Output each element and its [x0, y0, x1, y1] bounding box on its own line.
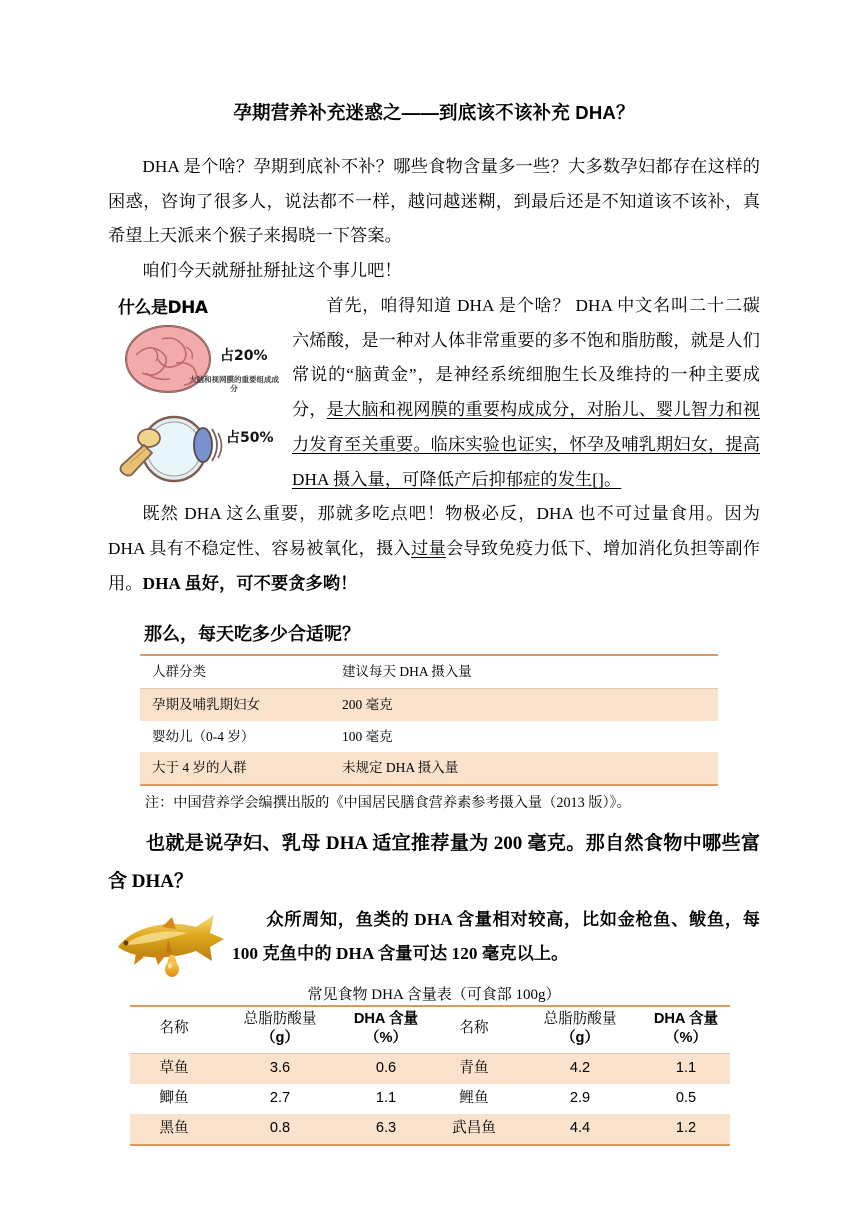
infographic-middle-caption: 大脑和视网膜的重要组成成分: [189, 374, 279, 394]
paragraph-intro: DHA 是个啥？孕期到底补不补？哪些食物含量多一些？大多数孕妇都存在这样的困惑，咨询了很多人，说法都不一样，越问越迷糊，到最后还是不知道该不该补，真希望上天派来个猴子来揭晓一下答案。: [108, 156, 760, 246]
what-is-dha-underlined: 是大脑和视网膜的重要构成成分，对胎儿、婴儿智力和视力发育至关重要。临床实验也证实，怀孕及哺乳期妇女，提高 DHA 摄入量，可降低产后抑郁症的发生[]。: [292, 400, 760, 489]
table-row: [140, 689, 718, 721]
cell-food-name: 青鱼: [430, 1053, 518, 1083]
cell-amount: 未规定 DHA 摄入量: [330, 752, 718, 785]
dha-infographic: [116, 293, 284, 478]
table-row: [130, 1053, 730, 1083]
cell-total-fat: 4.2: [518, 1053, 642, 1083]
document-content: [108, 100, 760, 1146]
table-row: [130, 1114, 730, 1145]
header-line-2: （%）: [364, 1030, 408, 1047]
cell-amount: 100 毫克: [342, 728, 393, 744]
column-header-fat-1: [218, 1006, 342, 1054]
table-dha-intake: [140, 654, 718, 786]
fish-text: 众所周知，鱼类的 DHA 含量相对较高，比如金枪鱼、鲅鱼，每 100 克鱼中的 DHA 含量可达 120 毫克以上。: [232, 909, 760, 964]
cell-total-fat: 0.8: [218, 1114, 342, 1145]
cell-dha-pct: 1.1: [375, 1089, 397, 1106]
heading-recommendation: 也就是说孕妇、乳母 DHA 适宜推荐量为 200 毫克。那自然食物中哪些富含 DHA？: [108, 832, 760, 892]
brain-percent-label: 占20%: [220, 347, 268, 364]
table-header-row: [140, 655, 718, 689]
overdose-bold-warning: DHA 虽好，可不要贪多哟！: [142, 573, 358, 593]
cell-amount: 200 毫克: [330, 689, 718, 721]
cell-food-name: 鲤鱼: [459, 1089, 489, 1106]
header-line-2: （%）: [664, 1030, 708, 1047]
table-row: [130, 1084, 730, 1114]
eye-percent-label: 占50%: [226, 429, 274, 446]
header-line-1: DHA 含量: [653, 1010, 719, 1027]
paragraph-overdose: [108, 497, 760, 601]
cell-dha-pct: 0.5: [675, 1089, 697, 1106]
what-is-dha-plain: 首先，咱得知道 DHA 是个啥？ DHA 中文名叫二十二碳六烯酸，是一种对人体非常重要的多不饱和脂肪酸，就是人们常说的“脑黄金”，是神经系统细胞生长及维持的一种主要成分，: [292, 295, 760, 420]
table-row: [140, 721, 718, 753]
cell-total-fat: 2.7: [269, 1089, 291, 1106]
overdose-underlined: 过量: [411, 539, 446, 559]
page-title: 孕期营养补充迷惑之——到底该不该补充 DHA？: [233, 102, 635, 123]
header-line-1: 总脂肪酸量: [243, 1010, 317, 1027]
header-line-2: （g）: [260, 1030, 300, 1047]
column-header-dha-2: [642, 1006, 730, 1054]
column-header-name-2: [430, 1006, 518, 1054]
overdose-part-2: 会导致免疫力低下、增加消化负担等副作用。: [108, 539, 760, 593]
header-line-2: （g）: [560, 1030, 600, 1047]
cell-group: 婴幼儿（0-4 岁）: [152, 728, 255, 744]
table-row: [140, 752, 718, 785]
column-header-name-1: [130, 1006, 218, 1054]
cell-food-name: 武昌鱼: [430, 1114, 518, 1145]
section-what-is-dha: [108, 289, 760, 498]
header-line-1: 名称: [159, 1020, 189, 1037]
heading-how-much: 那么，每天吃多少合适呢？: [144, 623, 360, 644]
header-line-1: DHA 含量: [353, 1010, 419, 1027]
header-line-1: 名称: [459, 1020, 489, 1037]
infographic-heading: 什么是DHA: [118, 297, 208, 318]
brain-eye-illustration: [116, 315, 284, 485]
cell-food-name: 黑鱼: [130, 1114, 218, 1145]
table-food-dha: [130, 1005, 730, 1146]
column-header-fat-2: [518, 1006, 642, 1054]
fish-icon: [110, 909, 228, 981]
column-header-group: 人群分类: [140, 655, 330, 689]
cell-dha-pct: 6.3: [342, 1114, 430, 1145]
cell-group: 大于 4 岁的人群: [140, 752, 330, 785]
cell-group: 孕期及哺乳期妇女: [140, 689, 330, 721]
table-intake-note: 注：中国营养学会编撰出版的《中国居民膳食营养素参考摄入量（2013 版）》。: [144, 794, 631, 811]
cell-food-name: 草鱼: [130, 1053, 218, 1083]
overdose-part-1: 既然 DHA 这么重要，那就多吃点吧！物极必反，DHA 也不可过量食用。因为 DHA 具有不稳定性、容易被氧化，摄入: [108, 504, 760, 559]
section-fish: [108, 903, 760, 981]
cell-total-fat: 2.9: [569, 1089, 591, 1106]
cell-dha-pct: 1.2: [642, 1114, 730, 1145]
table-food-caption: 常见食物 DHA 含量表（可食部 100g）: [307, 986, 561, 1003]
column-header-dha-1: [342, 1006, 430, 1054]
table-header-row: [130, 1006, 730, 1054]
cell-dha-pct: 1.1: [642, 1053, 730, 1083]
cell-food-name: 鲫鱼: [159, 1089, 189, 1106]
column-header-amount: 建议每天 DHA 摄入量: [330, 655, 718, 689]
eye-icon: [120, 417, 221, 481]
fish-illustration: [110, 909, 228, 981]
cell-dha-pct: 0.6: [342, 1053, 430, 1083]
paragraph-intro-2: 咱们今天就掰扯掰扯这个事儿吧！: [142, 261, 402, 281]
cell-total-fat: 4.4: [518, 1114, 642, 1145]
cell-total-fat: 3.6: [218, 1053, 342, 1083]
header-line-1: 总脂肪酸量: [543, 1010, 617, 1027]
